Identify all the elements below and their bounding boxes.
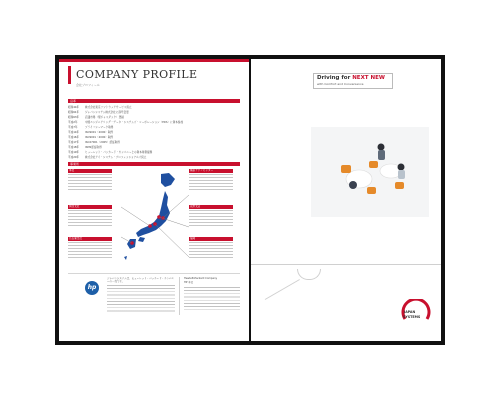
office-photo: [311, 127, 429, 217]
hp-logo: hp: [85, 281, 99, 295]
history-event: ISO9001（2000）取得: [85, 131, 114, 134]
location-header: [68, 169, 112, 173]
location-address-lines: [189, 242, 233, 260]
history-year: 昭和63年: [68, 116, 80, 119]
office-photo-illustration: [311, 127, 429, 217]
location-address-lines: [189, 210, 233, 228]
location-name: 本社: [69, 169, 75, 172]
history-event: ヒューレット・パッカード・カンパニーとの資本業務提携: [85, 151, 153, 154]
location-header: [68, 237, 112, 241]
location-name: 横浜テクノセンター: [190, 169, 214, 172]
location-name: 福岡: [190, 237, 196, 240]
history-section-label: 沿革: [70, 99, 77, 103]
history-event: ISO27001（2005）認証取得: [85, 141, 120, 144]
history-year: 平成20年: [68, 156, 80, 159]
history-event: ISO9001（2000）取得: [85, 136, 114, 139]
history-year: 平成2年: [68, 121, 78, 124]
location-header: [68, 205, 112, 209]
tagline-accent: NEXT NEW: [352, 75, 385, 81]
logo-line-2: SYSTEMS: [403, 315, 421, 319]
locations-section-header: [68, 162, 240, 166]
title-accent-mark: [68, 66, 71, 84]
page-title: COMPANY PROFILE: [76, 68, 198, 81]
card-slot: [297, 269, 321, 280]
hp-company-address: [184, 287, 240, 311]
tagline-box: [313, 73, 393, 89]
history-event: プライバシーマーク取得: [85, 126, 114, 129]
history-row: [68, 155, 240, 160]
history-year: 平成16年: [68, 136, 80, 139]
top-accent-bar: [59, 59, 249, 62]
history-event: 中国エンジニアリング・データ・システムズ・コーポレーション（EDS）に資本参加: [85, 121, 184, 124]
history-event: 店頭市場（現ジャスダック）登録: [85, 116, 124, 119]
location-name: 長野支店: [190, 205, 201, 208]
location-name: 名古屋支社: [69, 237, 82, 240]
history-year: 平成14年: [68, 131, 80, 134]
pocket-fold-line: [251, 264, 441, 265]
japan-map-icon: [121, 171, 191, 266]
location-header: [189, 237, 233, 241]
japan-systems-logo: [397, 299, 435, 325]
footer-divider: [68, 273, 240, 274]
history-year: 平成18年: [68, 146, 80, 149]
footer-separator: [179, 277, 180, 315]
location-address-lines: [68, 174, 112, 192]
logo-line-1: JAPAN: [404, 310, 416, 314]
locations-section-label: 事業所: [70, 162, 80, 166]
hp-company-name: Hewlett-Packard Company: [184, 277, 218, 280]
location-address-lines: [189, 174, 233, 192]
hp-blurb-title: ジャパンシステムは、ヒューレット・パッカード・カンパニーの一員です。: [107, 277, 174, 284]
location-address-lines: [68, 210, 112, 228]
history-year: 平成19年: [68, 151, 80, 154]
tagline-prefix: Driving for: [317, 75, 353, 81]
hp-company-details: HP 本社: [184, 281, 194, 284]
left-page: [59, 59, 249, 341]
pocket-diagonal-line: [265, 279, 300, 300]
hp-blurb-text: [107, 285, 175, 313]
history-section-header: [68, 99, 240, 103]
location-header: [189, 205, 233, 209]
location-header: [189, 169, 233, 173]
history-event: ジャパンシステム株式会社に商号変更: [85, 111, 129, 114]
right-page: [251, 59, 441, 341]
history-event: ISMS認証取得: [85, 146, 102, 149]
history-event: 株式会社アイ・システム・プロフェッショナルズ設立: [85, 156, 147, 159]
page-subtitle: 会社プロフィール: [76, 83, 100, 87]
location-address-lines: [68, 242, 112, 260]
history-event: 株式会社東京ソフトウェアサービス設立: [85, 106, 132, 109]
location-name: 関西支社: [69, 205, 80, 208]
history-year: 昭和44年: [68, 106, 80, 109]
history-year: 平成17年: [68, 141, 80, 144]
history-year: 昭和61年: [68, 111, 80, 114]
tagline: [317, 75, 385, 82]
tagline-subtext: with Comfort and Convenience: [317, 82, 364, 86]
history-year: 平成7年: [68, 126, 78, 129]
